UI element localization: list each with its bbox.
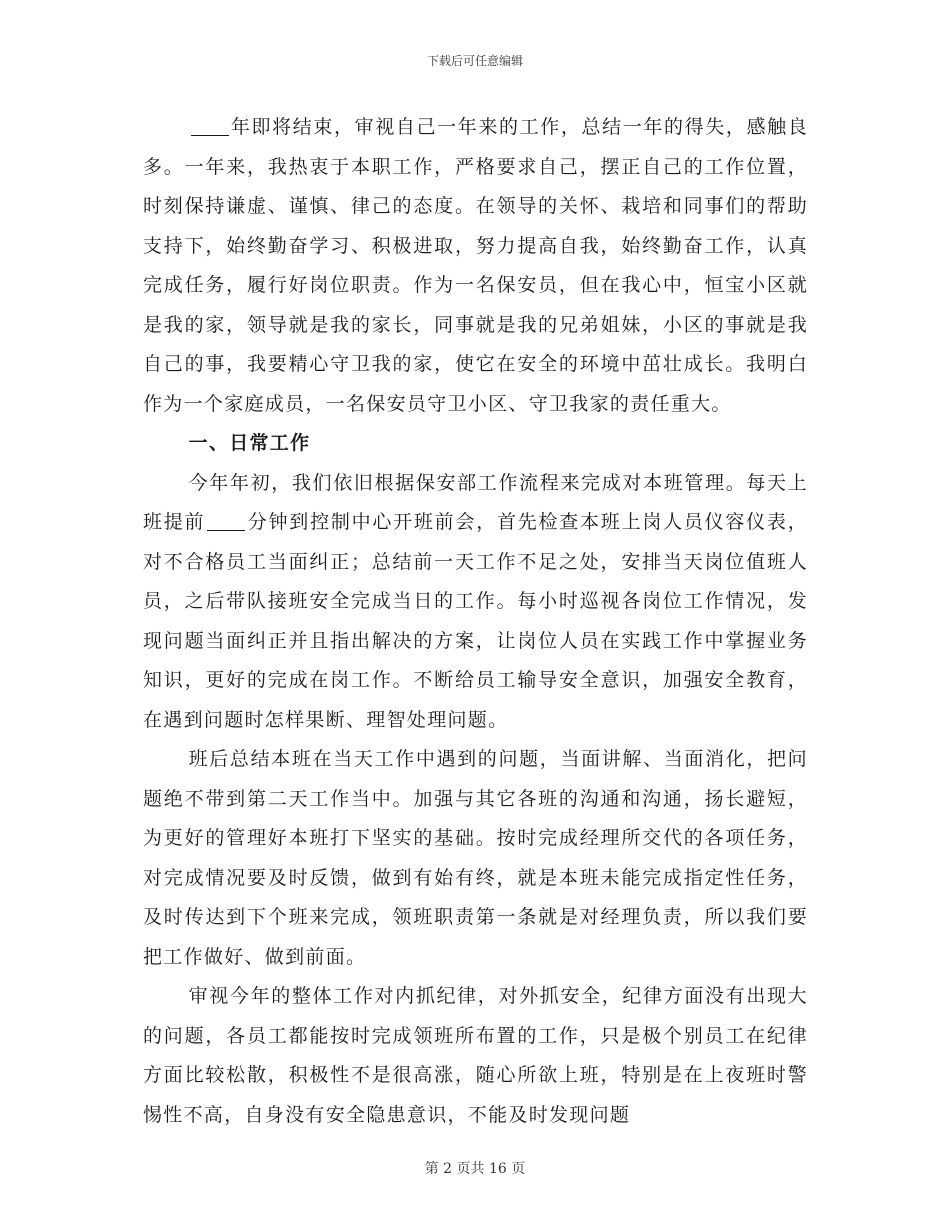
- paragraph-daily-routine-text-b: 分钟到控制中心开班前会，首先检查本班上岗人员仪容仪表，对不合格员工当面纠正；总结前一天工作不足之处，安排当天岗位值班人员，之后带队接班安全完成当日的工作。每小时巡视各岗位工作情况，发现问题当面纠正并且指出解决的方案，让岗位人员在实践工作中掌握业务知识，更好的完成在岗工作。不断给员工输导安全意识，加强安全教育，在遇到问题时怎样果断、理智处理问题。: [143, 511, 808, 731]
- paragraph-daily-routine: [143, 464, 808, 741]
- paragraph-review: 审视今年的整体工作对内抓纪律，对外抓安全，纪律方面没有出现大的问题，各员工都能按时完成领班所布置的工作，只是极个别员工在纪律方面比较松散，积极性不是很高涨，随心所欲上班，特别是在上夜班时警惕性不高，自身没有安全隐患意识，不能及时发现问题: [143, 985, 808, 1126]
- fill-in-blank: [191, 116, 229, 136]
- paragraph-intro-text: 年即将结束，审视自己一年来的工作，总结一年的得失，感触良多。一年来，我热衷于本职工作，严格要求自己，摆正自己的工作位置，时刻保持谦虚、谨慎、律己的态度。在领导的关怀、栽培和同事们的帮助支持下，始终勤奋学习、积极进取，努力提高自我，始终勤奋工作，认真完成任务，履行好岗位职责。作为一名保安员，但在我心中，恒宝小区就是我的家，领导就是我的家长，同事就是我的兄弟姐妹，小区的事就是我自己的事，我要精心守卫我的家，使它在安全的环境中茁壮成长。我明白作为一个家庭成员，一名保安员守卫小区、守卫我家的责任重大。: [143, 116, 808, 415]
- document-body: [143, 108, 808, 1135]
- paragraph-intro: [143, 108, 808, 424]
- fill-in-blank: [207, 511, 245, 531]
- page-header-note: 下载后可任意编辑: [426, 54, 523, 68]
- section-heading-daily-work: 一、日常工作: [188, 432, 311, 454]
- paragraph-daily-routine-text-a: 今年年初，我们依旧根据保安部工作流程来完成对本班管理。每天上班提前: [143, 471, 808, 533]
- paragraph-after-shift: 班后总结本班在当天工作中遇到的问题，当面讲解、当面消化，把问题绝不带到第二天工作当中。加强与其它各班的沟通和沟通，扬长避短，为更好的管理好本班打下坚实的基础。按时完成经理所交代的各项任务，对完成情况要及时反馈，做到有始有终，就是本班未能完成指定性任务，及时传达到下个班来完成，领班职责第一条就是对经理负责，所以我们要把工作做好、做到前面。: [143, 748, 808, 968]
- page-number: 第 2 页共 16 页: [424, 1161, 526, 1177]
